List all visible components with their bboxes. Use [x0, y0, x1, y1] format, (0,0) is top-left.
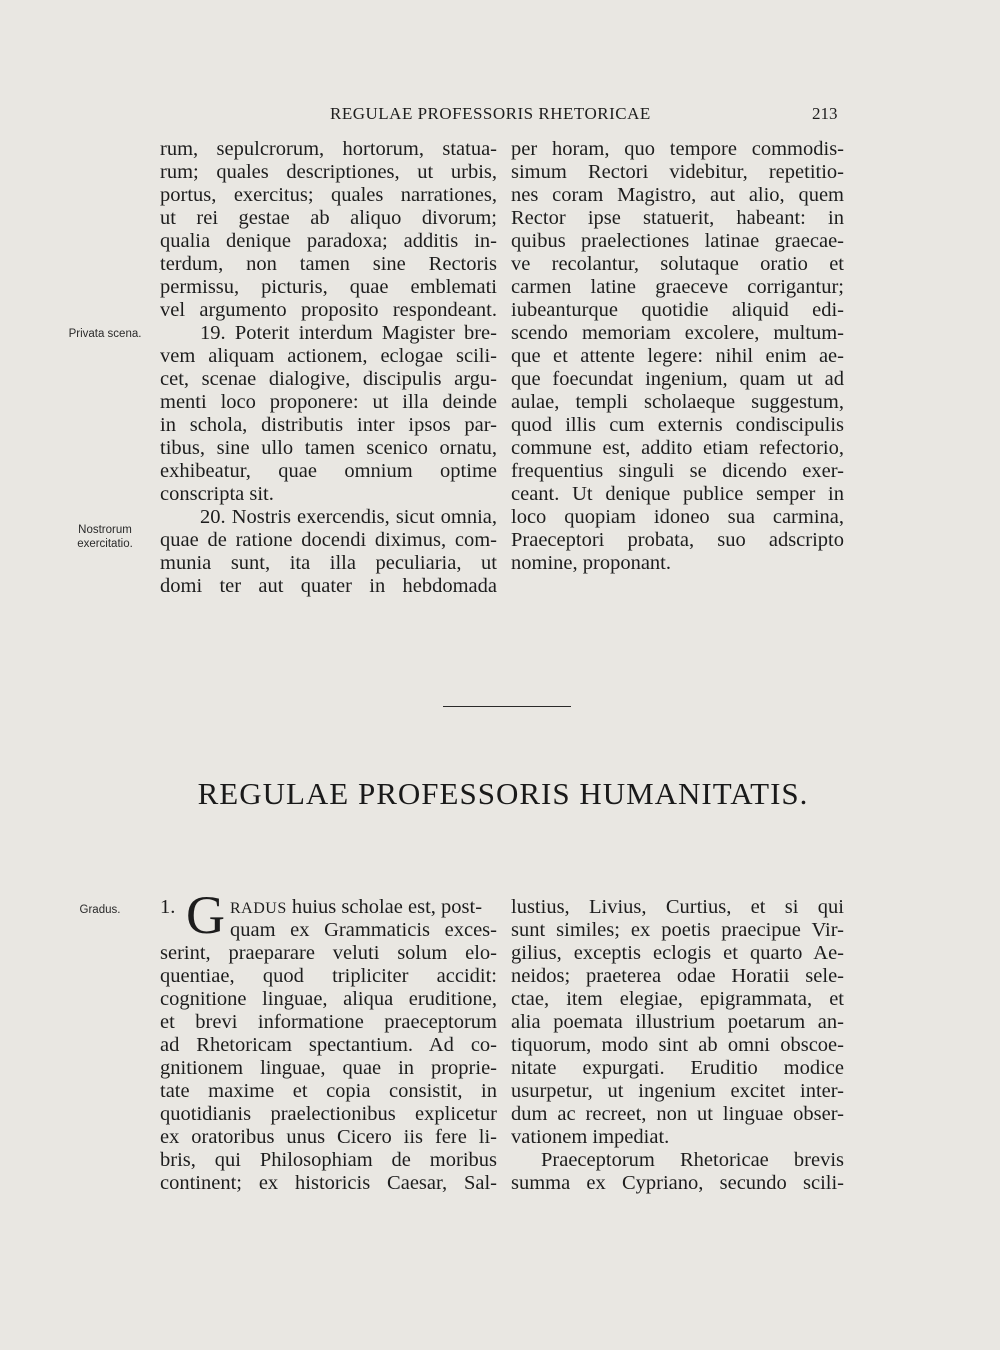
text-line: tibus, sine ullo tamen scenico ornatu,: [160, 437, 497, 459]
text-line: vationem impediat.: [511, 1126, 670, 1148]
text-line: [230, 896, 497, 920]
margin-note-nostrorum-exercitatio: [60, 523, 150, 551]
margin-note-gradus: Gradus.: [79, 904, 121, 916]
text-line: que foecundat ingenium, quam ut ad: [511, 368, 844, 390]
text-line: rum; quales descriptiones, ut urbis,: [160, 161, 497, 183]
text-line: commune est, addito etiam refectorio,: [511, 437, 844, 459]
text-line: per horam, quo tempore commodis-: [511, 138, 844, 160]
text-line: alia poemata illustrium poetarum an-: [511, 1011, 844, 1033]
text-line: in schola, distributis inter ipsos par-: [160, 414, 497, 436]
text-line: nitate expurgati. Eruditio modice: [511, 1057, 844, 1079]
text-line: ceant. Ut denique publice semper in: [511, 483, 844, 505]
text-line: serint, praeparare veluti solum elo-: [160, 942, 497, 964]
text-line: summa ex Cypriano, secundo scili-: [511, 1172, 844, 1194]
left-column-bottom: [160, 885, 497, 1195]
text-line: cet, scenae dialogive, discipulis argu-: [160, 368, 497, 390]
text-line: quotidianis praelectionibus explicetur: [160, 1103, 497, 1125]
text-line: lustius, Livius, Curtius, et si qui: [511, 896, 844, 918]
left-column-top: [160, 138, 497, 598]
text-line: ve recolantur, solutaque oratio et: [511, 253, 844, 275]
section-divider: [443, 706, 571, 707]
text-line: conscripta sit.: [160, 483, 274, 505]
text-line: tiquorum, modo sint ab omni obscoe-: [511, 1034, 844, 1056]
text-line: terdum, non tamen sine Rectoris: [160, 253, 497, 275]
text-line: domi ter aut quater in hebdomada: [160, 575, 497, 597]
text-line: quod illis cum externis condiscipulis: [511, 414, 844, 436]
text-line: bris, qui Philosophiam de moribus: [160, 1149, 497, 1171]
text-line: vem aliquam actionem, eclogae scili-: [160, 345, 497, 367]
text-line: vel argumento proposito respondeant.: [160, 299, 497, 321]
text-fragment: huius scholae est, post-: [286, 896, 483, 918]
text-line: continent; ex historicis Caesar, Sal-: [160, 1172, 497, 1194]
text-line: neidos; praeterea odae Horatii sele-: [511, 965, 844, 987]
text-line: gilius, exceptis eclogis et quarto Ae-: [511, 942, 844, 964]
text-line: 19. Poterit interdum Magister bre-: [200, 322, 497, 344]
text-line: cognitione linguae, aliqua eruditione,: [160, 988, 497, 1010]
text-line: nomine, proponant.: [511, 552, 671, 574]
text-line: usurpetur, ut ingenium excitet inter-: [511, 1080, 844, 1102]
text-line: dum ac recreet, non ut linguae obser-: [511, 1103, 844, 1125]
text-line: rum, sepulcrorum, hortorum, statua-: [160, 138, 497, 160]
rule-number: 1.: [160, 896, 176, 918]
text-line: que et attente legere: nihil enim ae-: [511, 345, 844, 367]
text-line: carmen latine graeceve corrigantur;: [511, 276, 844, 298]
text-line: Rector ipse statuerit, habeant: in: [511, 207, 844, 229]
margin-note-privata-scena: Privata scena.: [68, 328, 142, 340]
text-line: loco quopiam idoneo sua carmina,: [511, 506, 844, 528]
margin-note-line: Nostrorum: [78, 524, 132, 536]
text-line: quibus praelectiones latinae graecae-: [511, 230, 844, 252]
text-line: 20. Nostris exercendis, sicut omnia,: [200, 506, 497, 528]
text-line: nes coram Magistro, aut alio, quem: [511, 184, 844, 206]
section-heading: REGULAE PROFESSORIS HUMANITATIS.: [197, 776, 809, 811]
text-line: sunt similes; ex poetis praecipue Vir-: [511, 919, 844, 941]
text-line: Praeceptori probata, suo adscripto: [511, 529, 844, 551]
margin-note-line: exercitatio.: [77, 538, 133, 550]
text-line: iubeanturque quotidie aliquid edi-: [511, 299, 844, 321]
text-line: exhibeatur, quae omnium optime: [160, 460, 497, 482]
text-line: scendo memoriam excolere, multum-: [511, 322, 844, 344]
dropcap: G: [186, 885, 225, 945]
initial-paragraph-opening: [160, 885, 497, 945]
text-line: quentiae, quod tripliciter accidit:: [160, 965, 497, 987]
text-line: munia sunt, ita illa peculiaria, ut: [160, 552, 497, 574]
text-line: ctae, item elegiae, epigrammata, et: [511, 988, 844, 1010]
text-line: quae de ratione docendi diximus, com-: [160, 529, 497, 551]
text-line: qualia denique paradoxa; additis in-: [160, 230, 497, 252]
text-line: ut rei gestae ab aliquo divorum;: [160, 207, 497, 229]
right-column-bottom: [511, 896, 844, 1195]
text-line: aulae, templi scholaeque suggestum,: [511, 391, 844, 413]
text-line: ad Rhetoricam spectantium. Ad co-: [160, 1034, 497, 1056]
text-line: menti loco proponere: ut illa deinde: [160, 391, 497, 413]
text-line: tate maxime et copia consistit, in: [160, 1080, 497, 1102]
text-line: permissu, picturis, quae emblemati: [160, 276, 497, 298]
right-column-top: [511, 138, 844, 575]
text-line: ex oratoribus unus Cicero iis fere li-: [160, 1126, 497, 1148]
text-line: gnitionem linguae, quae in proprie-: [160, 1057, 497, 1079]
text-line: quam ex Grammaticis exces-: [230, 919, 497, 941]
text-line: portus, exercitus; quales narrationes,: [160, 184, 497, 206]
text-line: Praeceptorum Rhetoricae brevis: [541, 1149, 844, 1171]
text-line: et brevi informatione praeceptorum: [160, 1011, 497, 1033]
smallcaps-word: RADUS: [230, 900, 287, 917]
text-line: simum Rectori videbitur, repetitio-: [511, 161, 844, 183]
text-line: frequentius singuli se dicendo exer-: [511, 460, 844, 482]
page-number: 213: [812, 104, 838, 123]
running-title: REGULAE PROFESSORIS RHETORICAE: [330, 104, 651, 123]
